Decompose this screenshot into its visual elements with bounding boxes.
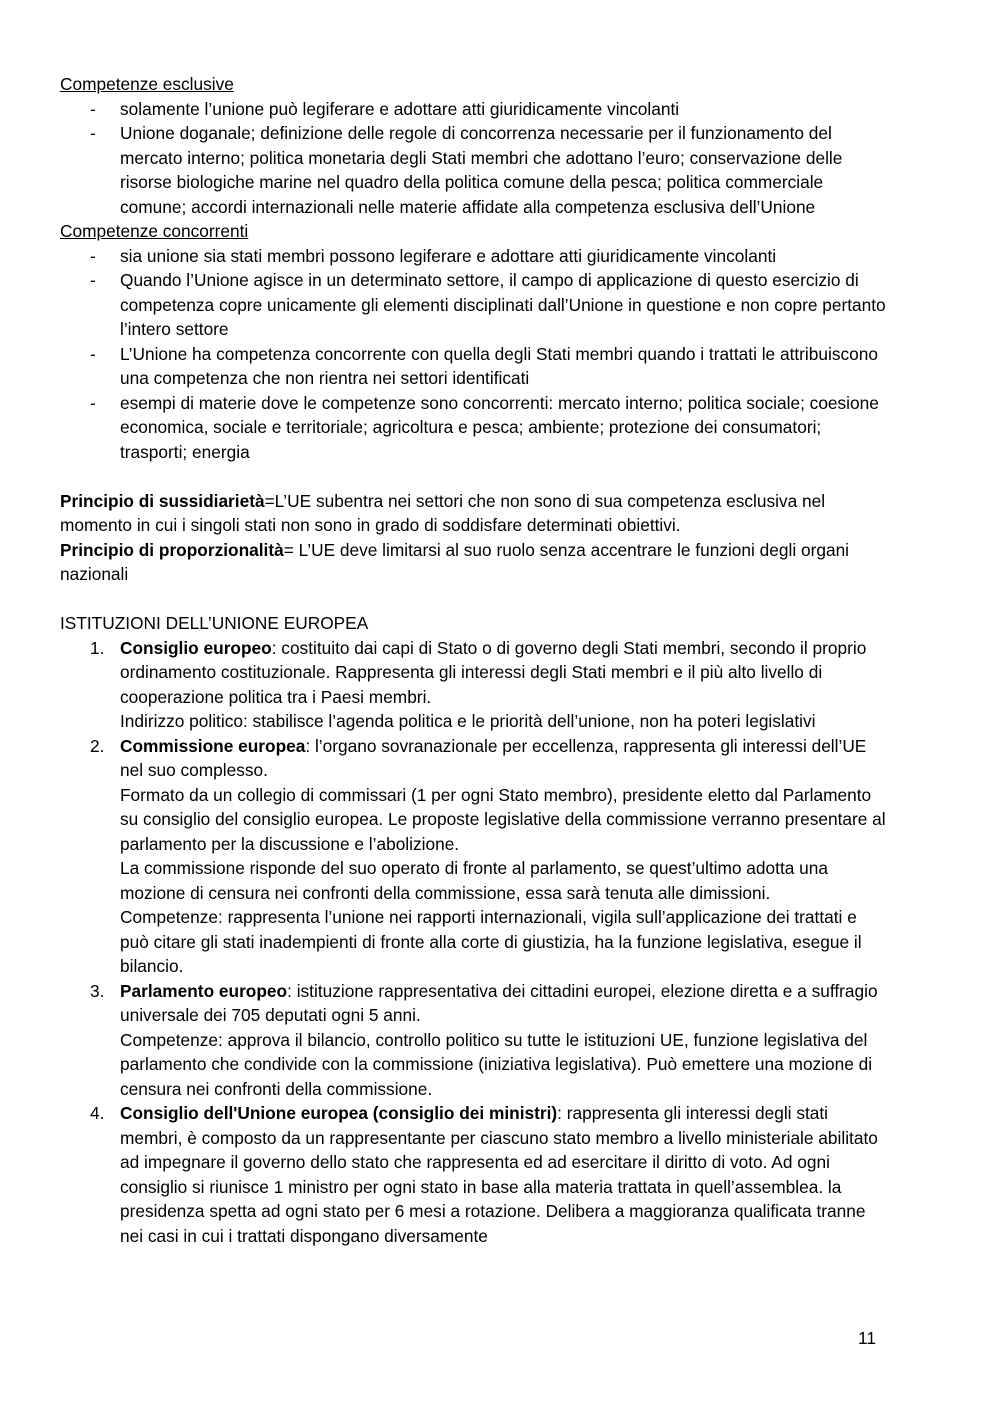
list-item-text: sia unione sia stati membri possono legiferare e adottare atti giuridicamente vincolanti <box>120 245 777 266</box>
item-term: Consiglio europeo <box>120 637 272 658</box>
list-item <box>60 734 890 979</box>
item-number: 4. <box>90 1103 105 1123</box>
principle-text: = L’UE deve limitarsi al suo ruolo senza accentrare le funzioni degli organi nazionali <box>60 539 850 584</box>
item-paragraph <box>120 1101 890 1248</box>
item-paragraph <box>120 734 890 783</box>
item-text: : costituito dai capi di Stato o di governo degli Stati membri, secondo il proprio ordinamento costituzionale. Rappresenta gli interessi degli Stati membri e il più alto livello di cooperazione politica tra i Paesi membri. <box>120 637 867 707</box>
bullet-list-competenze-esclusive <box>60 97 890 220</box>
page-number: 11 <box>858 1328 876 1348</box>
list-item-text: esempi di materie dove le competenze sono concorrenti: mercato interno; politica sociale; coesione economica, sociale e territoriale; agricoltura e pesca; ambiente; protezione dei consumatori; trasporti; energia <box>120 392 879 462</box>
item-paragraph: La commissione risponde del suo operato di fronte al parlamento, se quest’ultimo adotta una mozione di censura nei confronti della commissione, essa sarà tenuta alle dimissioni. <box>120 858 828 903</box>
list-item-text: L’Unione ha competenza concorrente con quella degli Stati membri quando i trattati le attribuiscono una competenza che non rientra nei settori identificati <box>120 343 878 388</box>
item-number: 2. <box>90 735 105 756</box>
list-item <box>60 1101 890 1248</box>
blank-line <box>60 464 890 489</box>
item-term: Consiglio dell'Unione europea (consiglio dei ministri) <box>120 1103 558 1123</box>
item-term: Commissione europea <box>120 735 306 756</box>
bullet-list-competenze-concorrenti <box>60 244 890 465</box>
list-item <box>60 244 890 269</box>
list-item-text: Quando l’Unione agisce in un determinato settore, il campo di applicazione di questo esercizio di competenza copre unicamente gli elementi disciplinati dall’Unione in questione e non copre pertanto l’intero settore <box>120 270 886 339</box>
item-text: : l’organo sovranazionale per eccellenza, rappresenta gli interessi dell’UE nel suo complesso. <box>120 735 867 780</box>
item-paragraph: Competenze: rappresenta l’unione nei rapporti internazionali, vigila sull’applicazione dei trattati e può citare gli stati inadempienti di fronte alla corte di giustizia, ha la funzione legislativa, esegue il bilancio. <box>120 907 862 976</box>
list-item <box>60 979 890 1102</box>
item-text: : istituzione rappresentativa dei cittadini europei, elezione diretta e a suffragio universale dei 705 deputati ogni 5 anni. <box>120 980 878 1025</box>
bullet-dash: - <box>90 98 96 119</box>
principle-proporzionalita <box>60 538 890 587</box>
document-page <box>60 72 890 1248</box>
principle-text: =L’UE subentra nei settori che non sono di sua competenza esclusiva nel momento in cui i singoli stati non sono in grado di soddisfare determinati obiettivi. <box>60 490 826 535</box>
item-number: 1. <box>90 637 105 658</box>
section-title-competenze-concorrenti: Competenze concorrenti <box>60 221 249 241</box>
bullet-dash: - <box>90 245 96 266</box>
item-paragraph <box>120 636 890 710</box>
principle-term: Principio di proporzionalità <box>60 539 284 560</box>
principle-term: Principio di sussidiarietà <box>60 490 265 511</box>
item-text: : rappresenta gli interessi degli stati membri, è composto da un rappresentante per ciascuno stato membro a livello ministeriale abilitato ad impegnare il governo dello stato che rappresenta ed ad esercitare il diritto di voto. Ad ogni consiglio si riunisce 1 ministro per ogni stato in base alla materia trattata in quell’assemblea. la presidenza spetta ad ogni stato per 6 mesi a rotazione. Delibera a maggioranza qualificata tranne nei casi in cui i trattati dispongano diversamente <box>120 1103 878 1246</box>
bullet-dash: - <box>90 123 96 143</box>
list-item <box>60 636 890 734</box>
list-item <box>60 121 890 219</box>
principle-sussidiarieta <box>60 489 890 538</box>
section-title-competenze-esclusive: Competenze esclusive <box>60 74 234 94</box>
item-term: Parlamento europeo <box>120 980 288 1001</box>
list-item <box>60 268 890 342</box>
list-item-text: solamente l’unione può legiferare e adottare atti giuridicamente vincolanti <box>120 98 680 119</box>
bullet-dash: - <box>90 343 96 364</box>
bullet-dash: - <box>90 392 96 413</box>
list-item <box>60 391 890 465</box>
item-paragraph: Indirizzo politico: stabilisce l’agenda politica e le priorità dell’unione, non ha poteri legislativi <box>120 711 816 731</box>
item-paragraph: Formato da un collegio di commissari (1 per ogni Stato membro), presidente eletto dal Parlamento su consiglio del consiglio europea. Le proposte legislative della commissione verranno presentare al parlamento per la discussione e l’abolizione. <box>120 784 886 854</box>
item-paragraph <box>120 979 890 1028</box>
list-item <box>60 97 890 122</box>
item-paragraph: Competenze: approva il bilancio, controllo politico su tutte le istituzioni UE, funzione legislativa del parlamento che condivide con la commissione (iniziativa legislativa). Può emettere una mozione di censura nei confronti della commissione. <box>120 1029 873 1099</box>
bullet-dash: - <box>90 270 96 290</box>
list-item-text: Unione doganale; definizione delle regole di concorrenza necessarie per il funzionamento del mercato interno; politica monetaria degli Stati membri che adottano l’euro; conservazione delle risorse biologiche marine nel quadro della politica comune della pesca; politica commerciale comune; accordi internazionali nelle materie affidate alla competenza esclusiva dell’Unione <box>120 123 843 217</box>
list-item <box>60 342 890 391</box>
blank-line <box>60 587 890 612</box>
section-heading-istituzioni: ISTITUZIONI DELL’UNIONE EUROPEA <box>60 613 369 633</box>
numbered-list-istituzioni <box>60 636 890 1249</box>
item-number: 3. <box>90 980 105 1001</box>
